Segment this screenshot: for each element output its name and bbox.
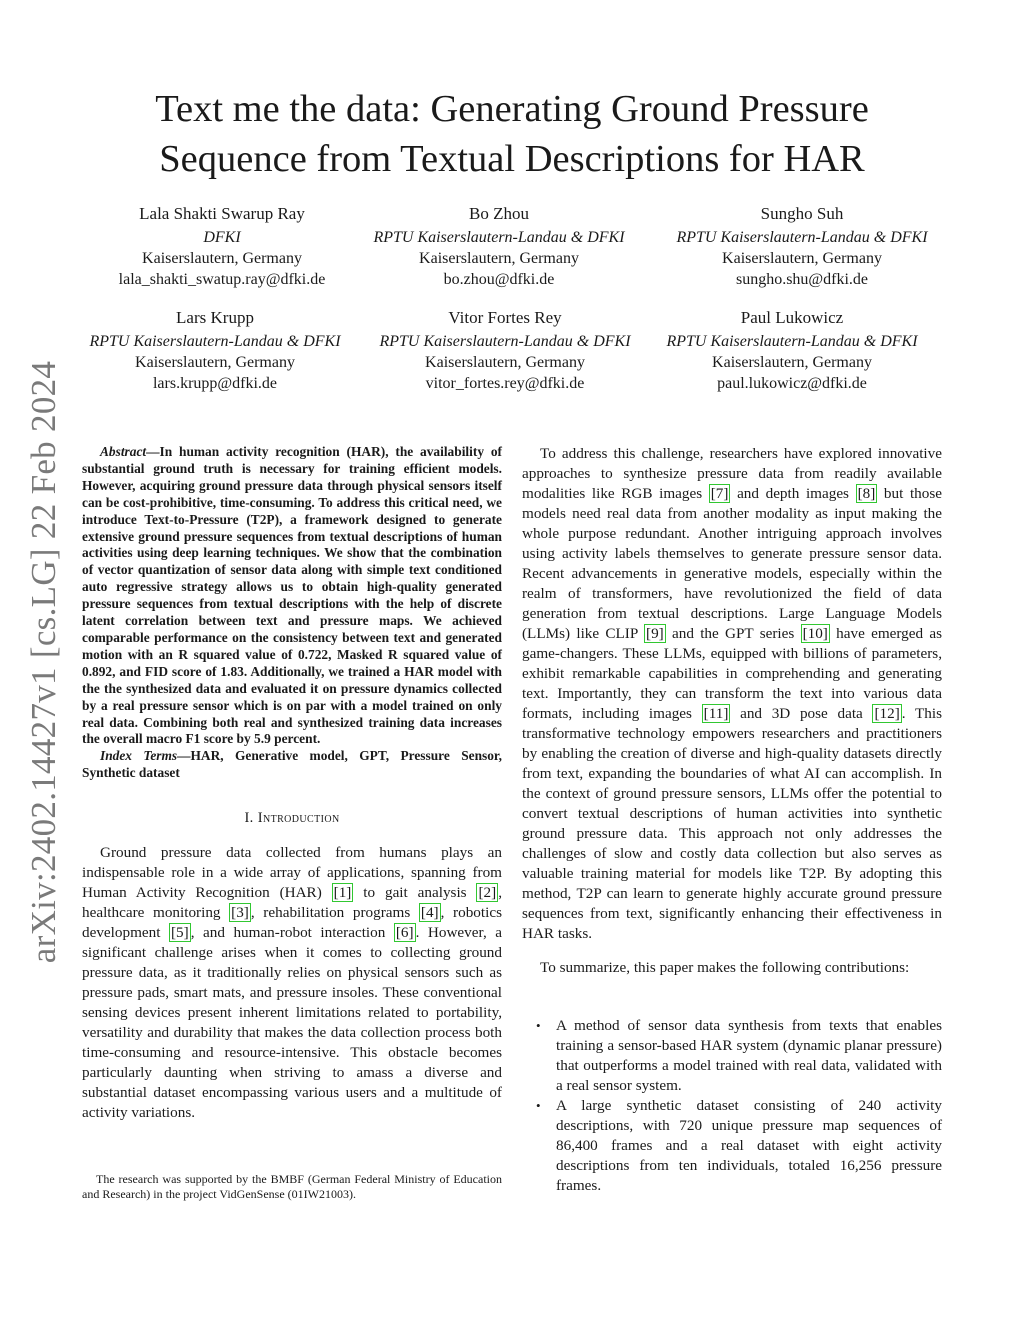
author-block-3 (652, 203, 952, 290)
title-line-1: Text me the data: Generating Ground Pressure (155, 88, 869, 130)
author-email: vitor_fortes.rey@dfki.de (425, 375, 585, 392)
author-location: Kaiserslautern, Germany (135, 354, 295, 371)
bullet-icon: • (536, 1098, 541, 1113)
author-email: paul.lukowicz@dfki.de (717, 375, 867, 392)
author-location: Kaiserslautern, Germany (712, 354, 872, 371)
author-name: Paul Lukowicz (740, 308, 844, 327)
author-block-5 (355, 307, 655, 394)
author-name: Lala Shakti Swarup Ray (139, 204, 305, 223)
abstract-label: Abstract (100, 444, 147, 459)
citation-link[interactable]: [2] (478, 884, 497, 902)
bullet-icon: • (536, 1018, 541, 1033)
author-affiliation: RPTU Kaiserslautern-Landau & DFKI (379, 333, 631, 350)
contributions-list (522, 1016, 942, 1196)
citation-link[interactable]: [6] (395, 924, 414, 942)
author-name: Sungho Suh (760, 204, 844, 223)
contribution-text: A large synthetic dataset consisting of 240 activity descriptions, with 720 unique pressure map sequences of 86,400 frames and a real dataset with eight activity descriptions from ten individuals, totaled 16,256 pressure frames. (556, 1097, 942, 1194)
summary-intro-paragraph: To summarize, this paper makes the following contributions: (540, 959, 910, 976)
text-run: and depth images (730, 485, 856, 502)
author-location: Kaiserslautern, Germany (425, 354, 585, 371)
author-location: Kaiserslautern, Germany (142, 250, 302, 267)
text-run: and the GPT series (665, 625, 801, 642)
section-heading-introduction: I. Introduction (244, 810, 340, 827)
motivation-paragraph (522, 444, 942, 944)
author-block-4 (65, 307, 365, 394)
author-affiliation: RPTU Kaiserslautern-Landau & DFKI (89, 333, 341, 350)
right-column (522, 444, 942, 1196)
text-run: , robotics development (82, 904, 502, 942)
citation-link[interactable]: [9] (646, 625, 664, 642)
list-item (522, 1096, 942, 1196)
author-affiliation: DFKI (203, 229, 241, 246)
text-run: Ground pressure data collected from humans plays an indispensable role in a wide array of applications, spanning from Human Activity Recognition (HAR) (82, 844, 502, 902)
footnote-funding: The research was supported by the BMBF (German Federal Ministry of Education and Research) in the project VidGenSense (01IW21003). (82, 1172, 502, 1201)
arxiv-identifier: arXiv:2402.14427v1 [cs.LG] 22 Feb 2024 (24, 360, 63, 964)
citation-link[interactable]: [4] (420, 904, 439, 922)
text-run: , and human-robot interaction (190, 924, 394, 942)
citation-link[interactable]: [5] (170, 924, 189, 942)
author-location: Kaiserslautern, Germany (722, 250, 882, 267)
intro-paragraph (82, 843, 502, 1123)
left-column (82, 444, 502, 1123)
index-terms-label: Index Terms (100, 748, 178, 764)
index-terms-text: —HAR, Generative model, GPT, Pressure Sensor, Synthetic dataset (82, 748, 502, 781)
list-item (522, 1016, 942, 1096)
abstract (82, 444, 502, 748)
author-block-1 (72, 203, 372, 290)
author-affiliation: RPTU Kaiserslautern-Landau & DFKI (373, 229, 625, 246)
author-affiliation: RPTU Kaiserslautern-Landau & DFKI (676, 229, 928, 246)
index-terms (82, 748, 502, 782)
citation-link[interactable]: [10] (802, 625, 828, 642)
arxiv-sidebar (24, 352, 64, 972)
citation-link[interactable]: [3] (231, 904, 249, 922)
author-affiliation: RPTU Kaiserslautern-Landau & DFKI (666, 333, 918, 350)
citation-link[interactable]: [7] (710, 485, 729, 502)
author-name: Vitor Fortes Rey (448, 308, 562, 327)
text-run: have emerged as game-changers. These LLMs, equipped with billions of parameters, exhibit remarkable capabilities in comprehending and generating text. Importantly, they can transform the text into various data formats, including images (522, 625, 943, 722)
abstract-text: —In human activity recognition (HAR), the availability of substantial ground truth is necessary for training efficient models. However, acquiring ground pressure data through physical sensors itself can be cost-prohibitive, time-consuming. To address this critical need, we introduce Text-to-Pressure (T2P), a framework designed to generate extensive ground pressure sequences from textual descriptions of human activities using deep learning techniques. We show that the combination of vector quantization of sensor data along with simple text conditioned auto regressive strategy allows us to obtain high-quality generated pressure sequences from textual descriptions with the help of discrete latent correlation between text and pressure maps. We achieved comparable performance on the consistency between text and generated motion with an R squared value of 0.722, Masked R squared value of 0.892, and FID score of 1.83. Additionally, we trained a HAR model with the the synthesized data and evaluated it on pressure dynamics collected by a real pressure sensor which is on par with a model trained on only real data. Combining both real and synthesized training data increases the overall macro F1 score by 5.9 percent. (82, 444, 502, 747)
author-block-6 (642, 307, 942, 394)
author-location: Kaiserslautern, Germany (419, 250, 579, 267)
text-run: . However, a significant challenge arises when it comes to collecting ground pressure data, as it traditionally relies on physical sensors such as pressure pads, smart mats, and pressure insoles. These conventional sensing devices present inherent limitations related to portability, versatility and durability that makes the data collection process both time-consuming and resource-intensive. This obstacle becomes particularly daunting when striving to amass a diverse and substantial dataset encompassing various users and a multitude of activity variations. (82, 924, 502, 1122)
citation-link[interactable]: [8] (857, 485, 876, 502)
contribution-text: A method of sensor data synthesis from texts that enables training a sensor-based HAR system (dynamic planar pressure) that outperforms a model trained with real data, validated with a real sensor system. (556, 1017, 942, 1094)
author-name: Bo Zhou (469, 204, 529, 223)
author-email: lars.krupp@dfki.de (152, 375, 278, 392)
title-line-2: Sequence from Textual Descriptions for HAR (159, 138, 865, 180)
text-run: but those models need real data from another modality as input making the whole purpose redundant. Another intriguing approach involves using activity labels themselves to generate pressure sensor data. Recent advancements in generative models, especially within the realm of transformers, have revolutionized the field of data generation from textual descriptions. Large Language Models (LLMs) like CLIP (522, 485, 942, 642)
text-run: and 3D pose data (730, 705, 873, 722)
paper-title (100, 84, 924, 184)
text-run: to gait analysis (353, 884, 477, 902)
author-email: bo.zhou@dfki.de (443, 271, 555, 288)
author-name: Lars Krupp (176, 308, 254, 327)
citation-link[interactable]: [11] (703, 705, 729, 722)
author-email: sungho.shu@dfki.de (735, 271, 869, 288)
author-block-2 (349, 203, 649, 290)
citation-link[interactable]: [1] (333, 884, 352, 902)
text-run: , rehabilitation programs (250, 904, 419, 922)
author-email: lala_shakti_swatup.ray@dfki.de (118, 271, 326, 288)
text-run: , healthcare monitoring (82, 884, 502, 922)
citation-link[interactable]: [12] (874, 705, 900, 722)
text-run: To address this challenge, researchers have explored innovative approaches to synthesize pressure data from readily available modalities like RGB images (522, 445, 942, 502)
text-run: . This transformative technology empowers researchers and practitioners by enabling the creation of diverse and high-quality datasets directly from text, expanding the boundaries of what AI can accomplish. In the context of ground pressure sensors, LLMs offer the potential to convert textual descriptions of human activities into synthetic ground pressure data. This approach not only addresses the challenges of slow and costly data collection but also serves as valuable training material for models like T2P. By adopting this method, T2P can learn to generate highly accurate ground pressure sequences from text, significantly enhancing their effectiveness in HAR tasks. (522, 705, 943, 942)
